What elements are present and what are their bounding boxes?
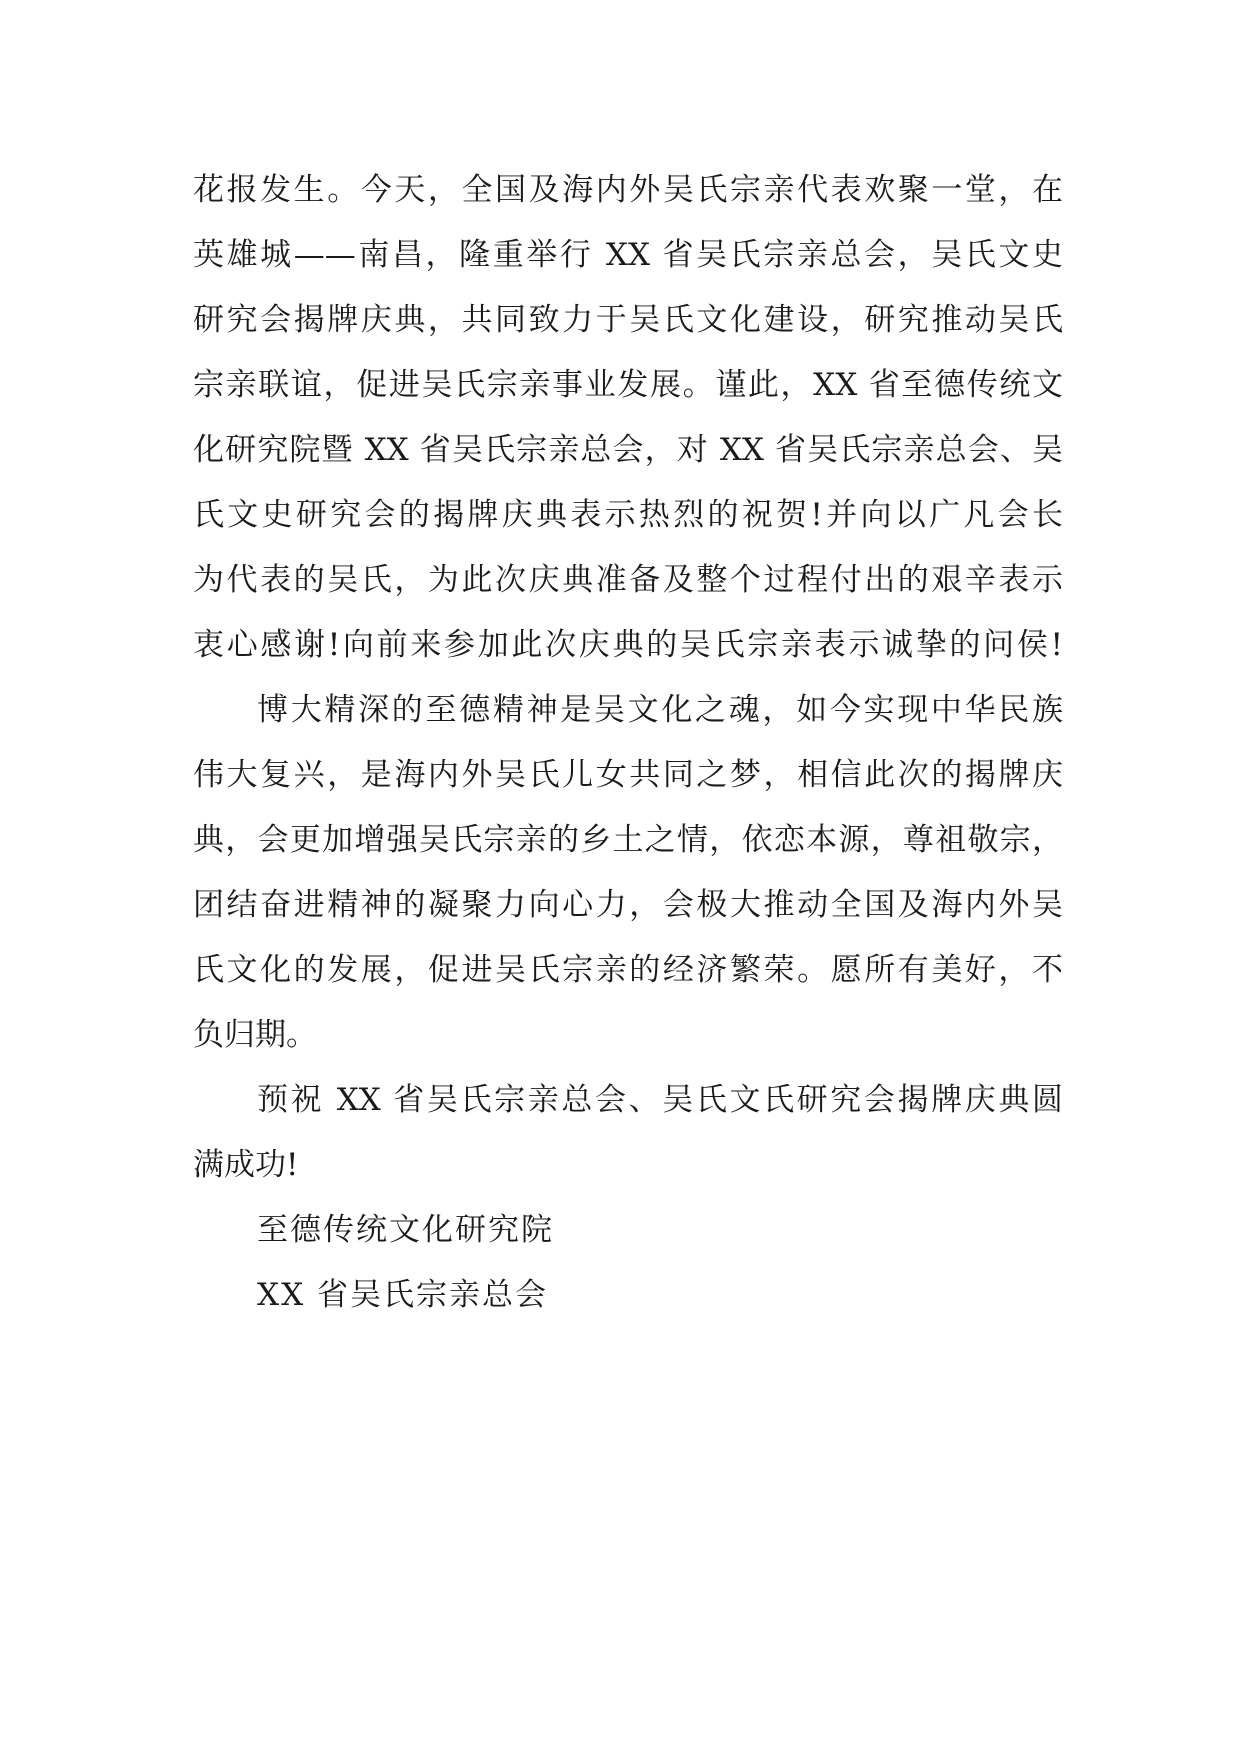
paragraph-line: 预祝 XX 省吴氏宗亲总会、吴氏文氏研究会揭牌庆典圆 [257,1082,1063,1118]
paragraph-line: 氏文史研究会的揭牌庆典表示热烈的祝贺!并向以广凡会长 [193,497,1063,533]
paragraph-line: 博大精深的至德精神是吴文化之魂，如今实现中华民族 [257,692,1063,728]
paragraph-3 [193,1068,1063,1198]
paragraph-line: 化研究院暨 XX 省吴氏宗亲总会，对 XX 省吴氏宗亲总会、吴 [193,432,1063,468]
paragraph-line: 团结奋进精神的凝聚力向心力，会极大推动全国及海内外吴 [193,887,1063,923]
paragraph-line: 研究会揭牌庆典，共同致力于吴氏文化建设，研究推动吴氏 [193,302,1063,338]
signature-association: XX 省吴氏宗亲总会 [257,1277,548,1313]
paragraph-line: 满成功! [193,1147,299,1183]
paragraph-line: 典，会更加增强吴氏宗亲的乡土之情，依恋本源，尊祖敬宗， [193,822,1063,858]
signature-block [193,1198,1063,1328]
paragraph-line: 英雄城——南昌，隆重举行 XX 省吴氏宗亲总会，吴氏文史 [193,237,1063,273]
paragraph-line: 为代表的吴氏，为此次庆典准备及整个过程付出的艰辛表示 [193,562,1063,598]
paragraph-line: 氏文化的发展，促进吴氏宗亲的经济繁荣。愿所有美好，不 [193,952,1063,988]
document-body [193,158,1063,1328]
paragraph-line: 负归期。 [193,1017,317,1053]
paragraph-line: 花报发生。今天，全国及海内外吴氏宗亲代表欢聚一堂，在 [193,172,1063,208]
signature-institute: 至德传统文化研究院 [257,1212,554,1248]
paragraph-line: 宗亲联谊，促进吴氏宗亲事业发展。谨此，XX 省至德传统文 [193,367,1063,403]
paragraph-line: 伟大复兴，是海内外吴氏儿女共同之梦，相信此次的揭牌庆 [193,757,1063,793]
paragraph-1 [193,158,1063,678]
paragraph-2 [193,678,1063,1068]
paragraph-line: 衷心感谢!向前来参加此次庆典的吴氏宗亲表示诚挚的问侯! [193,627,1063,663]
